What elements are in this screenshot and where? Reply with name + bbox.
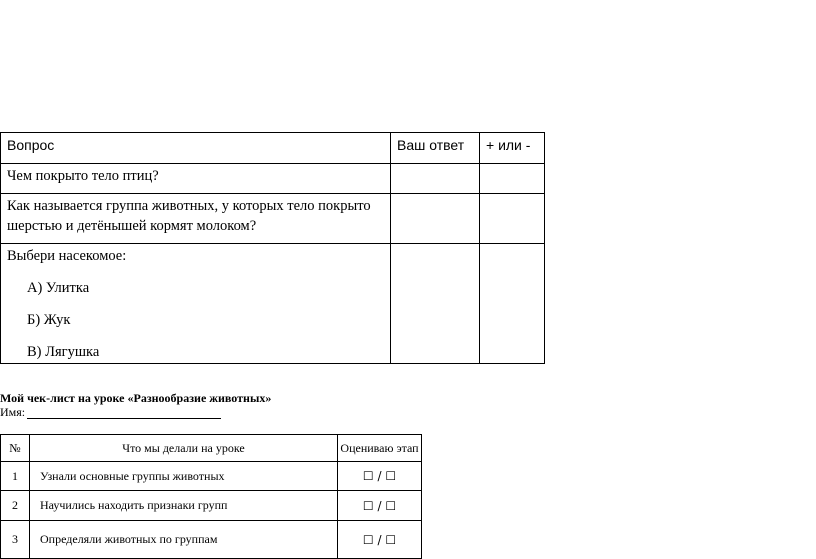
mark-cell[interactable] [480, 244, 545, 364]
question-row [1, 194, 545, 244]
checklist-row [1, 491, 422, 521]
header-question-label: Вопрос [7, 137, 55, 153]
answer-option-b: Б) Жук [27, 312, 71, 328]
answer-cell[interactable] [391, 244, 480, 364]
checklist-row [1, 521, 422, 559]
question-text: Выбери насекомое: [7, 248, 127, 264]
checklist-table [0, 434, 422, 559]
mark-cell[interactable] [480, 194, 545, 244]
row-num: 1 [1, 462, 30, 491]
question-text: Чем покрыто тело птиц? [7, 168, 159, 184]
header-rating: Оцениваю этап [338, 435, 422, 462]
checklist-header-row [1, 435, 422, 462]
header-question [1, 133, 391, 164]
mark-cell[interactable] [480, 164, 545, 194]
name-field [0, 405, 221, 419]
row-activity: Узнали основные группы животных [30, 462, 338, 491]
row-num: 2 [1, 491, 30, 521]
rating-checkboxes[interactable]: ☐ / ☐ [338, 521, 422, 559]
row-activity: Определяли животных по группам [30, 521, 338, 559]
rating-checkboxes[interactable]: ☐ / ☐ [338, 462, 422, 491]
header-answer [391, 133, 480, 164]
answer-cell[interactable] [391, 164, 480, 194]
name-blank-line[interactable] [27, 407, 221, 419]
header-answer-label: Ваш ответ [397, 137, 465, 153]
questions-table [0, 132, 545, 364]
checklist-row [1, 462, 422, 491]
rating-checkboxes[interactable]: ☐ / ☐ [338, 491, 422, 521]
question-cell [1, 194, 391, 244]
header-mark [480, 133, 545, 164]
answer-cell[interactable] [391, 194, 480, 244]
header-activity: Что мы делали на уроке [30, 435, 338, 462]
row-num: 3 [1, 521, 30, 559]
questions-header-row [1, 133, 545, 164]
question-text: Как называется группа животных, у которых тело покрыто шерстью и детёнышей кормят молоком? [7, 198, 371, 234]
question-row [1, 164, 545, 194]
header-num: № [1, 435, 30, 462]
answer-option-a: А) Улитка [27, 280, 90, 296]
row-activity: Научились находить признаки групп [30, 491, 338, 521]
answer-option-c: В) Лягушка [27, 344, 100, 360]
checklist-title: Мой чек-лист на уроке «Разнообразие животных» [0, 391, 272, 405]
question-cell [1, 244, 391, 364]
question-row [1, 244, 545, 364]
question-cell [1, 164, 391, 194]
name-label: Имя: [0, 405, 26, 419]
header-mark-label: + или - [486, 137, 531, 153]
